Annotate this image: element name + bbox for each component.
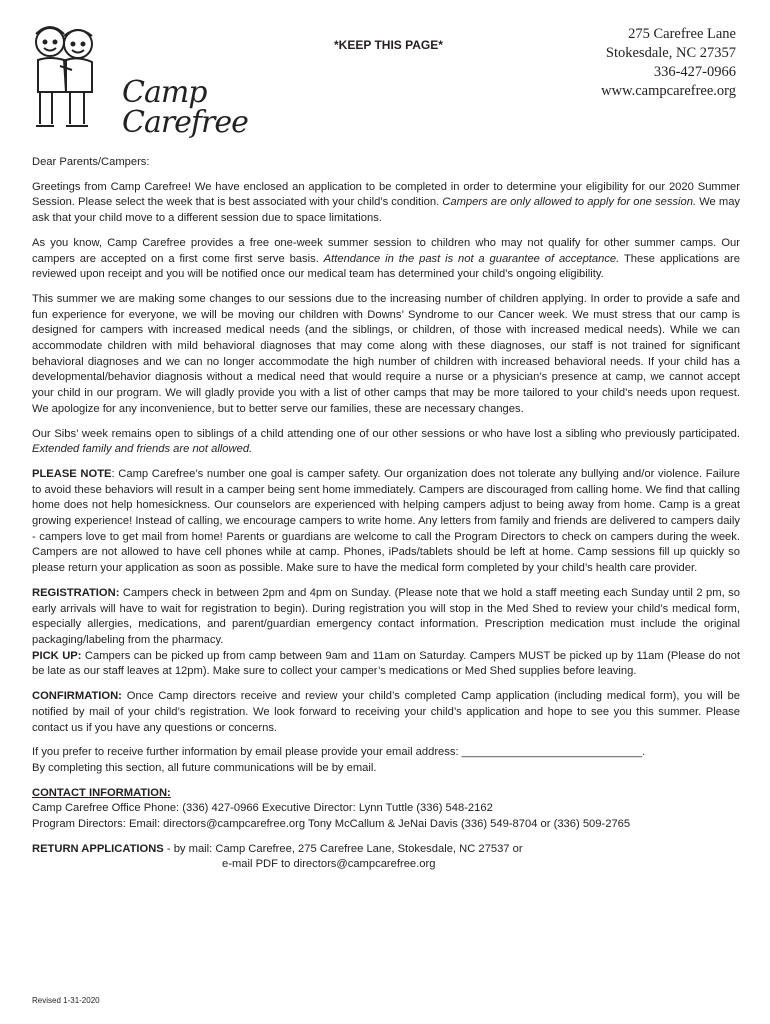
paragraph-pick-up: PICK UP: Campers can be picked up from camp between 9am and 11am on Saturday. Campers MUST be picked up by 11am (Please do not be late as our staff leaves at 12pm). Make sure to collect your camper’s medications or Med Shed supplies before leaving. <box>32 649 740 678</box>
paragraph-changes: This summer we are making some changes to our sessions due to the increasing number of children applying. In order to provide a safe and fun experience for everyone, we will be moving our children with Downs’ Syndrome to our Cancer week. We must stress that our camp is designed for campers with increased medical needs (and the siblings, or children, of those with increased medical needs). While we can accommodate children with mild behavioral diagnoses that may come along with these diagnoses, our staff is not trained for significant behavioral diagnoses and we can no longer accommodate the high number of children with increased behavioral needs. If your child has a developmental/behavior diagnosis without a medical need that would require a nurse or a physician’s presence at camp, we cannot accept your child in our program. We will gladly provide you with a list of other camps that may be more tailored to your child’s needs upon request. We apologize for any inconvenience, but to better serve our families, these are necessary changes. <box>32 292 740 415</box>
salutation: Dear Parents/Campers: <box>32 156 150 168</box>
camp-carefree-logo <box>26 20 248 140</box>
paragraph-confirmation: CONFIRMATION: Once Camp directors receive and review your child’s completed Camp application (including medical form), you will be notified by mail of your child’s registration. We look forward to receiving your child’s application and hope to see you this summer. Please contact us if you have any questions or concerns. <box>32 690 740 734</box>
paragraph-greeting: Greetings from Camp Carefree! We have enclosed an application to be completed in order to determine your eligibility for our 2020 Summer Session. Please select the week that is best associated with your child’s condition. Campers are only allowed to apply for one session. We may ask that your child move to a different session due to space limitations. <box>32 180 741 225</box>
paragraph-free-session: As you know, Camp Carefree provides a free one-week summer session to children who may not qualify for other summer camps. Our campers are accepted on a first come first serve basis. Attendance in the past is not a guarantee of acceptance. These applications are reviewed upon receipt and you will be notified once our medical team has determined your child’s ongoing eligibility. <box>32 236 740 281</box>
contact-office: Camp Carefree Office Phone: (336) 427-0966 Executive Director: Lynn Tuttle (336) 548-2162 <box>32 802 493 815</box>
paragraph-registration: REGISTRATION: Campers check in between 2pm and 4pm on Sunday. (Please note that we hold a staff meeting each Sunday until 2 pm, so early arrivals will have to wait for registration to begin). During registration you will stop in the Med Shed to review your child’s medical form, especially allergies, medications, and parent/guardian emergency contact information. Prescription medication must include the original packaging/labeling from the pharmacy. <box>32 586 740 646</box>
paragraph-please-note: PLEASE NOTE: Camp Carefree’s number one goal is camper safety. Our organization does not tolerate any bullying and/or violence. Failure to avoid these behaviors will result in a camper being sent home immediately. Campers are discouraged from calling home. We find that calling home does not help homesickness. Our counselors are experienced with helping campers adjust to being away from home. Camp is a great growing experience! Instead of calling, we encourage campers to write home. Any letters from family and friends are delivered to campers daily - campers love to get mail from home! Parents or guardians are welcome to call the Program Directors to check on campers during the week. Campers are not allowed to have cell phones while at camp. Phones, iPads/tablets should be left at home. Camp sessions fill up quickly so please return your application as soon as possible. Make sure to have the medical form completed by your child’s health care provider. <box>32 467 740 575</box>
email-prompt: If you prefer to receive further information by email please provide your email address: _____________________________. <box>32 746 646 759</box>
return-email: e-mail PDF to directors@campcarefree.org <box>222 858 436 871</box>
address-block <box>601 25 736 101</box>
contact-information <box>32 786 740 833</box>
paragraph-sibs-week: Our Sibs’ week remains open to siblings of a child attending one of our other sessions or who have lost a sibling who previously participated. Extended family and friends are not allowed. <box>32 427 740 456</box>
logo-word-carefree: Carefree <box>122 105 248 140</box>
address-website: www.campcarefree.org <box>601 83 736 99</box>
logo-wordmark <box>122 75 248 140</box>
contact-directors: Program Directors: Email: directors@campcarefree.org Tony McCallum & JeNai Davis (336) 549-8704 or (336) 509-2765 <box>32 818 631 831</box>
address-phone: 336-427-0966 <box>653 64 736 80</box>
contact-heading: CONTACT INFORMATION: <box>32 786 171 799</box>
email-note: By completing this section, all future communications will be by email. <box>32 761 377 774</box>
logo-word-camp: Camp <box>122 75 207 110</box>
keep-page-notice: *KEEP THIS PAGE* <box>334 38 443 52</box>
return-applications: RETURN APPLICATIONS - by mail: Camp Carefree, 275 Carefree Lane, Stokesdale, NC 27537 or e-mail PDF to directors@campcarefree.org <box>32 842 740 873</box>
letter-body <box>32 155 740 882</box>
address-street: 275 Carefree Lane <box>628 26 736 42</box>
kids-drawing-icon <box>26 20 106 140</box>
address-city: Stokesdale, NC 27357 <box>605 45 736 61</box>
revised-date: Revised 1-31-2020 <box>32 996 100 1005</box>
paragraph-email <box>32 745 740 776</box>
